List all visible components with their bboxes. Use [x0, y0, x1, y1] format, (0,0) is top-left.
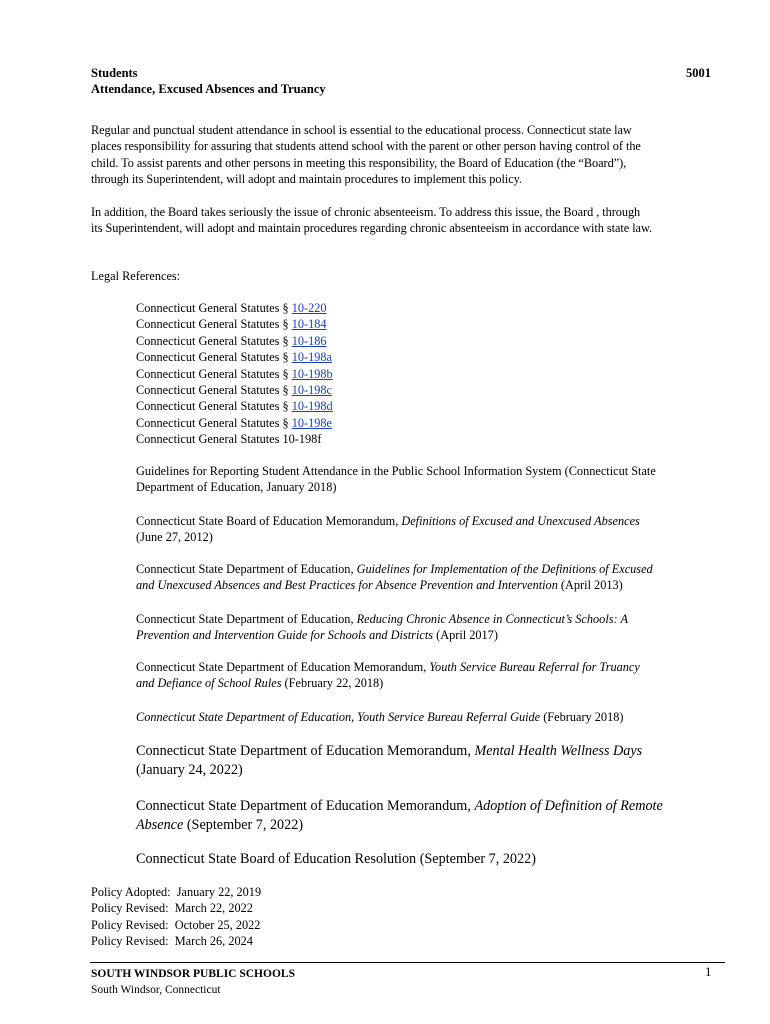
- statute-prefix: Connecticut General Statutes §: [136, 301, 292, 315]
- statute-item: [136, 382, 333, 398]
- reference-date: (February 22, 2018): [281, 676, 384, 691]
- reference-text: Connecticut State Board of Education Memorandum,: [136, 514, 402, 528]
- statute-prefix: Connecticut General Statutes §: [136, 317, 292, 332]
- statute-item: Connecticut General Statutes 10-198f: [136, 432, 322, 447]
- reference-5: [136, 659, 640, 692]
- statute-link-10-198b[interactable]: 10-198b: [291, 366, 333, 381]
- reference-7: [136, 742, 642, 780]
- reference-line: [136, 742, 642, 761]
- reference-title: and Unexcused Absences and Best Practices for Absence Prevention and Intervention: [136, 578, 558, 593]
- policy-history-label: Policy Revised:: [91, 934, 169, 949]
- policy-number: 5001: [686, 66, 711, 80]
- reference-line: [136, 659, 640, 675]
- reference-4: [136, 611, 628, 644]
- paragraph-1: [91, 122, 731, 188]
- policy-history-row: [91, 900, 261, 916]
- page-number: 1: [705, 964, 712, 979]
- policy-history-row: [91, 917, 261, 933]
- reference-6: [136, 709, 623, 725]
- reference-text: Connecticut State Department of Education Memorandum,: [136, 743, 475, 759]
- statute-item: [136, 398, 333, 414]
- statute-item: [136, 349, 333, 365]
- paragraph-line: Regular and punctual student attendance in school is essential to the educational process. Connecticut state law: [91, 123, 632, 137]
- paragraph-line: places responsibility for assuring that students attend school with the parent or other person having control of the: [91, 139, 641, 154]
- reference-title: Youth Service Bureau Referral for Truancy: [429, 660, 640, 674]
- reference-line: Connecticut State Board of Education Resolution (September 7, 2022): [136, 851, 536, 867]
- statute-prefix: Connecticut General Statutes §: [136, 350, 292, 365]
- statute-item: [136, 333, 333, 349]
- reference-text: Connecticut State Department of Education,: [136, 612, 357, 626]
- policy-history-row: [91, 933, 261, 949]
- statute-link-10-186[interactable]: 10-186: [291, 333, 327, 348]
- statute-prefix: Connecticut General Statutes §: [136, 415, 292, 430]
- reference-line: [136, 709, 623, 725]
- statute-item: [136, 366, 333, 382]
- paragraph-line: through its Superintendent, will adopt and maintain procedures to implement this policy.: [91, 172, 522, 187]
- reference-title: Connecticut State Department of Education, Youth Service Bureau Referral Guide: [136, 710, 541, 724]
- statute-link-10-198c[interactable]: 10-198c: [291, 383, 333, 398]
- policy-history-label: Policy Revised:: [91, 901, 169, 916]
- statute-prefix: Connecticut General Statutes §: [136, 333, 292, 348]
- reference-text: Connecticut State Department of Education Memorandum,: [136, 798, 475, 814]
- reference-date: (April 2017): [433, 628, 498, 643]
- reference-title: Mental Health Wellness Days: [474, 743, 643, 759]
- reference-title: Guidelines for Implementation of the Definitions of Excused: [356, 562, 653, 576]
- reference-line: [136, 675, 640, 691]
- footer: [91, 966, 295, 998]
- reference-date: (April 2013): [557, 578, 623, 593]
- reference-title: Absence: [136, 817, 184, 833]
- policy-title: Attendance, Excused Absences and Truancy: [91, 82, 326, 96]
- section-title: Students: [91, 66, 138, 80]
- reference-2: [136, 513, 640, 546]
- reference-9: [136, 850, 536, 869]
- reference-line: Department of Education, January 2018): [136, 480, 337, 495]
- policy-history-date: March 22, 2022: [174, 901, 253, 916]
- statute-link-10-198a[interactable]: 10-198a: [291, 350, 333, 365]
- paragraph-line: child. To assist parents and other persons in meeting this responsibility, the Board of Education (the “Board”),: [91, 155, 627, 170]
- reference-text: Connecticut State Department of Education Memorandum,: [136, 660, 430, 674]
- statute-item: [136, 316, 333, 332]
- paragraph-line: its Superintendent, will adopt and maintain procedures regarding chronic absenteeism in accordance with state law.: [91, 221, 653, 236]
- policy-history-label: Policy Revised:: [91, 917, 169, 932]
- reference-line: [136, 797, 663, 816]
- reference-line: [136, 611, 628, 627]
- policy-history-date: October 25, 2022: [174, 917, 261, 932]
- reference-date: (June 27, 2012): [136, 530, 213, 545]
- statute-link-10-198d[interactable]: 10-198d: [291, 399, 333, 414]
- footer-divider: [90, 962, 725, 963]
- reference-date: (January 24, 2022): [136, 762, 243, 778]
- statute-item: [136, 300, 333, 316]
- policy-history-date: March 26, 2024: [174, 934, 253, 949]
- reference-line: Guidelines for Reporting Student Attendance in the Public School Information System (Connecticut State: [136, 464, 656, 478]
- reference-line: [136, 513, 640, 529]
- statute-link-10-220[interactable]: 10-220: [291, 301, 327, 315]
- paragraph-2: [91, 204, 731, 237]
- legal-references-heading: Legal References:: [91, 269, 181, 283]
- reference-title: and Defiance of School Rules: [136, 676, 282, 691]
- footer-location: South Windsor, Connecticut: [91, 984, 221, 996]
- statute-prefix: Connecticut General Statutes §: [136, 399, 292, 414]
- reference-title: Definitions of Excused and Unexcused Absences: [401, 514, 640, 528]
- reference-line: [136, 577, 653, 593]
- statute-prefix: Connecticut General Statutes §: [136, 366, 292, 381]
- reference-line: [136, 627, 628, 643]
- statute-prefix: Connecticut General Statutes §: [136, 383, 292, 398]
- reference-line: [136, 561, 653, 577]
- reference-8: [136, 797, 663, 835]
- policy-history: [91, 884, 261, 950]
- reference-title: Prevention and Intervention Guide for Schools and Districts: [136, 628, 434, 643]
- policy-history-label: Policy Adopted:: [91, 885, 171, 899]
- reference-date: (February 2018): [540, 710, 624, 724]
- paragraph-line: In addition, the Board takes seriously the issue of chronic absenteeism. To address this issue, the Board , through: [91, 205, 641, 219]
- reference-text: Connecticut State Department of Education,: [136, 562, 357, 576]
- reference-1: [136, 463, 656, 496]
- statute-list: [136, 300, 333, 448]
- reference-3: [136, 561, 653, 594]
- statute-link-10-198e[interactable]: 10-198e: [291, 415, 333, 430]
- policy-history-date: January 22, 2019: [176, 885, 262, 899]
- policy-history-row: [91, 884, 261, 900]
- reference-title: Adoption of Definition of Remote: [474, 798, 663, 814]
- footer-organization: SOUTH WINDSOR PUBLIC SCHOOLS: [91, 968, 295, 980]
- statute-item: [136, 415, 333, 431]
- reference-line: [136, 816, 663, 835]
- reference-title: Reducing Chronic Absence in Connecticut’s Schools: A: [356, 612, 628, 626]
- reference-date: (September 7, 2022): [183, 817, 304, 833]
- statute-link-10-184[interactable]: 10-184: [291, 317, 327, 332]
